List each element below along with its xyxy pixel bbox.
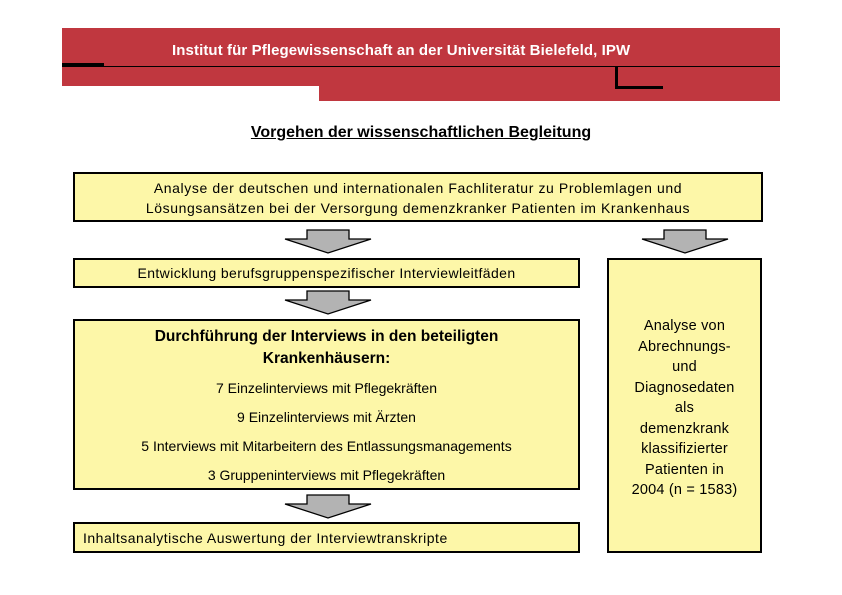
header-divider-line [62, 66, 780, 67]
interviews-heading-line-1: Durchführung der Interviews in den beteiligten [154, 328, 499, 345]
arrow-to-interviews [283, 290, 373, 315]
billing-analysis-line: Diagnosedaten [634, 379, 735, 396]
literature-analysis-line-1: Analyse der deutschen und internationalen Fachliteratur zu Problemlagen und [153, 180, 683, 196]
billing-analysis-line: klassifizierter [641, 441, 728, 457]
billing-analysis-line: als [674, 400, 695, 416]
interview-guidelines-label: Entwicklung berufsgruppenspezifischer Interviewleitfäden [137, 265, 516, 281]
arrow-to-billing-analysis [640, 229, 730, 254]
billing-analysis-line: und [672, 359, 697, 375]
billing-analysis-line: demenzkrank [639, 420, 730, 437]
arrow-to-content-analysis [283, 494, 373, 519]
billing-analysis-line: Patienten in [645, 461, 724, 478]
content-analysis-label: Inhaltsanalytische Auswertung der Interviewtranskripte [83, 530, 448, 546]
interview-guidelines-box [73, 258, 580, 288]
billing-analysis-line: 2004 (n = 1583) [631, 482, 738, 498]
header-corner-mark-horizontal [615, 86, 663, 89]
interview-item: 5 Interviews mit Mitarbeitern des Entlassungsmanagements [141, 438, 512, 454]
interview-item: 9 Einzelinterviews mit Ärzten [237, 409, 416, 425]
billing-data-analysis-box [607, 258, 762, 553]
literature-analysis-line-2: Lösungsansätzen bei der Versorgung demenzkranker Patienten im Krankenhaus [145, 200, 691, 216]
interviews-box [73, 319, 580, 490]
institute-title: Institut für Pflegewissenschaft an der Universität Bielefeld, IPW [172, 42, 631, 59]
page-title: Vorgehen der wissenschaftlichen Begleitung [250, 124, 592, 141]
literature-analysis-box [73, 172, 763, 222]
content-analysis-box [73, 522, 580, 553]
header-left-mark [62, 63, 104, 66]
billing-analysis-line: Analyse von [643, 318, 726, 334]
header-banner-left [62, 66, 319, 86]
billing-analysis-line: Abrechnungs- [638, 338, 731, 355]
interviews-heading-line-2: Krankenhäusern: [262, 350, 391, 367]
arrow-to-guidelines [283, 229, 373, 254]
header-banner-bottom [319, 66, 780, 101]
interview-item: 7 Einzelinterviews mit Pflegekräften [216, 380, 437, 396]
interview-item: 3 Gruppeninterviews mit Pflegekräften [207, 467, 446, 483]
